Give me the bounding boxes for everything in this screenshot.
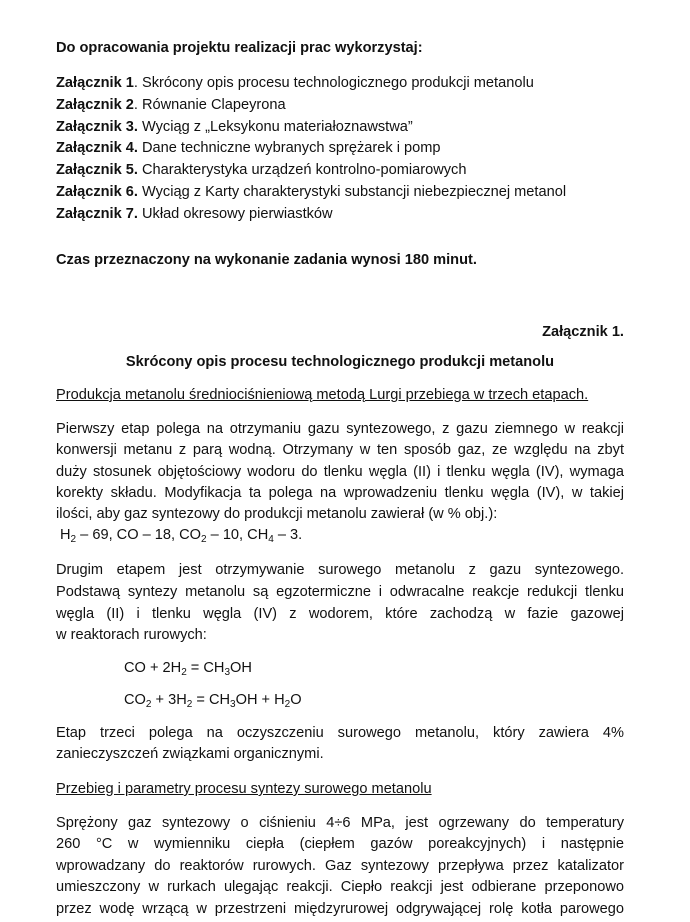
paragraph-line: umieszczony w rurkach ulegając reakcji. Ciepło reakcji jest odbierane przeponowo bbox=[56, 879, 624, 895]
paragraph-line: w reaktorach rurowych: bbox=[56, 627, 207, 643]
attachment-item bbox=[56, 138, 624, 158]
paragraph-line: 260 °C w wymienniku ciepła (ciepłem gazów poreakcyjnych) i następnie bbox=[56, 836, 624, 852]
formula-text: O bbox=[290, 692, 302, 708]
paragraph-line: przez wodę wrzącą w przestrzeni międzyrurowej odgrywającej rolę kotła parowego bbox=[56, 901, 624, 917]
section-subheading bbox=[56, 779, 624, 799]
gas-composition bbox=[60, 525, 628, 545]
attachment-item bbox=[56, 73, 624, 93]
attachment-label: Załącznik 3. bbox=[56, 119, 138, 135]
formula-subscript: 3 bbox=[224, 667, 231, 678]
attachment-text: Wyciąg z Karty charakterystyki substancji niebezpiecznej metanol bbox=[137, 184, 567, 200]
formula-subscript: 2 bbox=[70, 534, 77, 545]
attachment-item bbox=[56, 95, 624, 115]
formula-subscript: 2 bbox=[181, 667, 187, 678]
paragraph-line: Podstawą syntezy metanolu są egzotermiczne i odwracalne reakcje redukcji tlenku bbox=[56, 584, 624, 600]
intro-heading: Do opracowania projektu realizacji prac wykorzystaj: bbox=[56, 40, 423, 56]
paragraph-line: Sprężony gaz syntezowy o ciśnieniu 4÷6 MPa, jest ogrzewany do temperatury bbox=[56, 815, 624, 831]
subheading-text: Produkcja metanolu średniociśnieniową metodą Lurgi przebiega w trzech etapach. bbox=[56, 387, 589, 403]
paragraph-line: Etap trzeci polega na oczyszczeniu surowego metanolu, który zawiera 4% bbox=[56, 725, 624, 741]
attachment-text: . Równanie Clapeyrona bbox=[133, 97, 286, 113]
formula-text: – 69, CO – 18, CO bbox=[76, 527, 202, 543]
formula-text: + 3H bbox=[151, 692, 187, 708]
formula-text: OH + H bbox=[235, 692, 285, 708]
attachment-label: Załącznik 4. bbox=[56, 140, 138, 156]
subheading-text: Przebieg i parametry procesu syntezy surowego metanolu bbox=[56, 781, 432, 797]
time-note: Czas przeznaczony na wykonanie zadania wynosi 180 minut. bbox=[56, 252, 477, 268]
paragraph-line: duży stosunek objętościowy wodoru do tlenku węgla (II) i tlenku węgla (IV), wymaga bbox=[56, 464, 624, 480]
formula-subscript: 2 bbox=[284, 699, 291, 710]
attachment-text: Wyciąg z „Leksykonu materiałoznawstwa” bbox=[137, 119, 413, 135]
annex-label: Załącznik 1. bbox=[542, 324, 624, 340]
formula-text: – 10, CH bbox=[206, 527, 269, 543]
formula-text: = CH bbox=[186, 660, 225, 676]
paragraph-line: zanieczyszczeń związkami organicznymi. bbox=[56, 746, 324, 762]
formula-subscript: 2 bbox=[201, 534, 207, 545]
formula-subscript: 3 bbox=[230, 699, 236, 710]
formula-text: CO bbox=[124, 692, 146, 708]
paragraph-line: węgla (II) i tlenku węgla (IV) z wodorem, które zachodzą w fazie gazowej bbox=[56, 606, 624, 622]
reaction-equation-2 bbox=[124, 690, 690, 710]
attachment-label: Załącznik 1 bbox=[56, 75, 134, 91]
reaction-equation-1 bbox=[124, 658, 690, 678]
attachment-label: Załącznik 5. bbox=[56, 162, 138, 178]
section-subheading bbox=[56, 385, 624, 405]
paragraph-line: ilości, aby gaz syntezowy do produkcji metanolu zawierał (w % obj.): bbox=[56, 506, 498, 522]
attachment-text: . Skrócony opis procesu technologicznego produkcji metanolu bbox=[133, 75, 534, 91]
attachment-item bbox=[56, 160, 624, 180]
paragraph-line: Pierwszy etap polega na otrzymaniu gazu syntezowego, z gazu ziemnego w reakcji bbox=[56, 421, 624, 437]
formula-text: CO + 2H bbox=[124, 660, 182, 676]
attachment-text: Dane techniczne wybranych sprężarek i pomp bbox=[137, 140, 441, 156]
annex-title: Skrócony opis procesu technologicznego produkcji metanolu bbox=[125, 354, 555, 370]
formula-subscript: 2 bbox=[186, 699, 193, 710]
paragraph-line: korekty składu. Modyfikacja ta polega na wprowadzeniu tlenku węgla (IV), w takiej bbox=[56, 485, 624, 501]
attachment-label: Załącznik 6. bbox=[56, 184, 138, 200]
formula-text: – 3. bbox=[273, 527, 303, 543]
attachment-item bbox=[56, 204, 624, 224]
paragraph-line: Drugim etapem jest otrzymywanie surowego metanolu z gazu syntezowego. bbox=[56, 562, 624, 578]
formula-subscript: 2 bbox=[145, 699, 152, 710]
attachment-label: Załącznik 7. bbox=[56, 206, 138, 222]
formula-text: OH bbox=[230, 660, 252, 676]
formula-subscript: 4 bbox=[268, 534, 274, 545]
formula-text: H bbox=[60, 527, 71, 543]
attachment-label: Załącznik 2 bbox=[56, 97, 134, 113]
attachment-text: Charakterystyka urządzeń kontrolno-pomiarowych bbox=[137, 162, 467, 178]
attachment-text: Układ okresowy pierwiastków bbox=[137, 206, 333, 222]
formula-text: = CH bbox=[192, 692, 231, 708]
paragraph-line: wprowadzany do reaktorów rurowych. Gaz syntezowy przepływa przez katalizator bbox=[56, 858, 624, 874]
attachment-item bbox=[56, 182, 624, 202]
attachment-item bbox=[56, 117, 624, 137]
paragraph-line: konwersji metanu z parą wodną. Otrzymany w ten sposób gaz, ze względu na zbyt bbox=[56, 442, 624, 458]
